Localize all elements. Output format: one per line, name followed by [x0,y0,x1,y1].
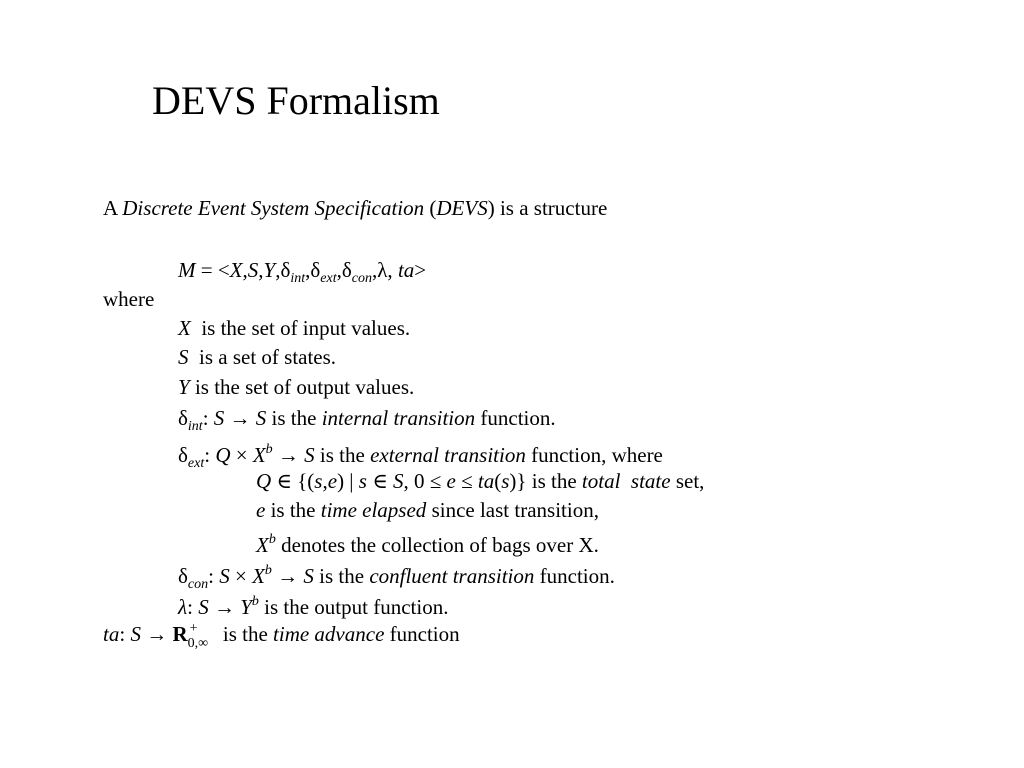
definition-text: is the [266,406,322,430]
definition-text: function [384,622,460,646]
definition-text: → [224,406,256,430]
symbol: λ [178,595,188,619]
intro-line [103,195,607,221]
symbol: ta [477,469,495,493]
definition-text: )} is the [509,469,582,493]
symbol: S [130,622,141,646]
definition-text: is the [217,622,274,646]
definition-text: denotes the collection of bags over X. [275,533,599,557]
definition-text: , [322,469,328,493]
tuple-part: S [247,258,259,282]
definition-text: function. [534,564,615,588]
def-xb [256,527,599,558]
subscript: int [187,419,203,434]
symbol: S [213,406,225,430]
symbol: Y [240,595,252,619]
definition-text: ≤ [455,469,478,493]
definition-text: → [271,564,304,588]
symbol: X [256,533,269,557]
symbol: S [304,443,315,467]
symbol: R [172,622,188,646]
superscript: + [189,621,198,636]
def-lambda [178,589,448,620]
definition-text: × [230,443,253,467]
term: internal transition [321,406,476,430]
tuple-part: M [178,258,196,282]
superscript-subscript-stack [187,621,218,651]
definition-text: function, where [525,443,663,467]
definition-text: is the [314,443,371,467]
definition-text: ) | [337,469,359,493]
symbol: S [255,406,267,430]
term: total state [581,469,671,493]
def-q [256,468,704,494]
intro-text: ( [424,196,437,220]
def-e [256,497,599,523]
tuple-part: ta [397,258,415,282]
symbol: e [327,469,338,493]
definition-text: ( [494,469,502,493]
tuple-part: ,δ [336,258,352,282]
term: time advance [273,622,385,646]
definition-text: is the set of input values. [190,316,411,340]
tuple-subscript: con [351,271,372,286]
definition-text: since last transition, [426,498,599,522]
def-delta-int [178,405,556,440]
definition-text: : [202,406,214,430]
tuple-part: ,δ [275,258,291,282]
where-label: where [103,287,155,311]
def-y [178,374,414,400]
definition-text: : [204,443,216,467]
symbol: S [219,564,230,588]
slide-title: DEVS Formalism [152,78,440,123]
term: confluent transition [369,564,535,588]
definition-text: ∈ [366,469,393,493]
definition-text: set, [670,469,705,493]
intro-text: ) is a structure [487,196,608,220]
tuple-subscript: int [290,271,306,286]
tuple-part: , [258,258,264,282]
tuple-part: = < [195,258,230,282]
definition-text: → [272,443,305,467]
subscript: 0,∞ [187,636,209,651]
def-s [178,344,336,370]
intro-term: Discrete Event System Specification [122,196,425,220]
term: time elapsed [320,498,427,522]
definition-text: : [187,595,199,619]
symbol: S [393,469,404,493]
superscript: b [268,532,276,547]
symbol: Q [215,443,231,467]
subscript: con [187,577,209,592]
symbol: s [501,469,510,493]
definition-text: → [208,595,241,619]
symbol: ta [103,622,120,646]
tuple-part: > [414,258,427,282]
definition-text: : [208,564,220,588]
symbol: s [314,469,323,493]
intro-text: A [103,196,123,220]
subscript: ext [187,456,205,471]
tuple-part: ,δ [305,258,321,282]
symbol: X [178,316,191,340]
def-x [178,315,410,341]
definition-text: is a set of states. [188,345,337,369]
def-ta [103,621,460,651]
definition-text: is the [265,498,321,522]
symbol: δ [178,406,188,430]
symbol: e [256,498,266,522]
intro-acronym: DEVS [436,196,488,220]
definition-text: is the [313,564,370,588]
symbol: Y [178,375,190,399]
symbol: δ [178,564,188,588]
symbol: X [252,443,266,467]
definition-text: , 0 ≤ [403,469,447,493]
tuple-subscript: ext [320,271,337,286]
definition-text: is the output function. [258,595,449,619]
superscript: b [264,563,272,578]
definition-text: ∈ {( [271,469,315,493]
definition-text: is the set of output values. [189,375,415,399]
symbol: S [178,345,189,369]
symbol: X [252,564,265,588]
superscript: b [265,442,273,457]
tuple-part: ,λ, [372,258,398,282]
definition-text: : [119,622,131,646]
symbol: s [358,469,367,493]
symbol: Q [256,469,272,493]
symbol: δ [178,443,188,467]
superscript: b [251,594,259,609]
symbol: S [198,595,209,619]
symbol: e [446,469,456,493]
definition-text: × [229,564,253,588]
term: external transition [370,443,526,467]
definition-text: function. [475,406,556,430]
tuple-part: Y [263,258,276,282]
symbol: S [303,564,314,588]
tuple-part: X [229,258,243,282]
tuple-line [178,257,426,292]
tuple-part: , [242,258,248,282]
definition-text: → [140,622,173,646]
